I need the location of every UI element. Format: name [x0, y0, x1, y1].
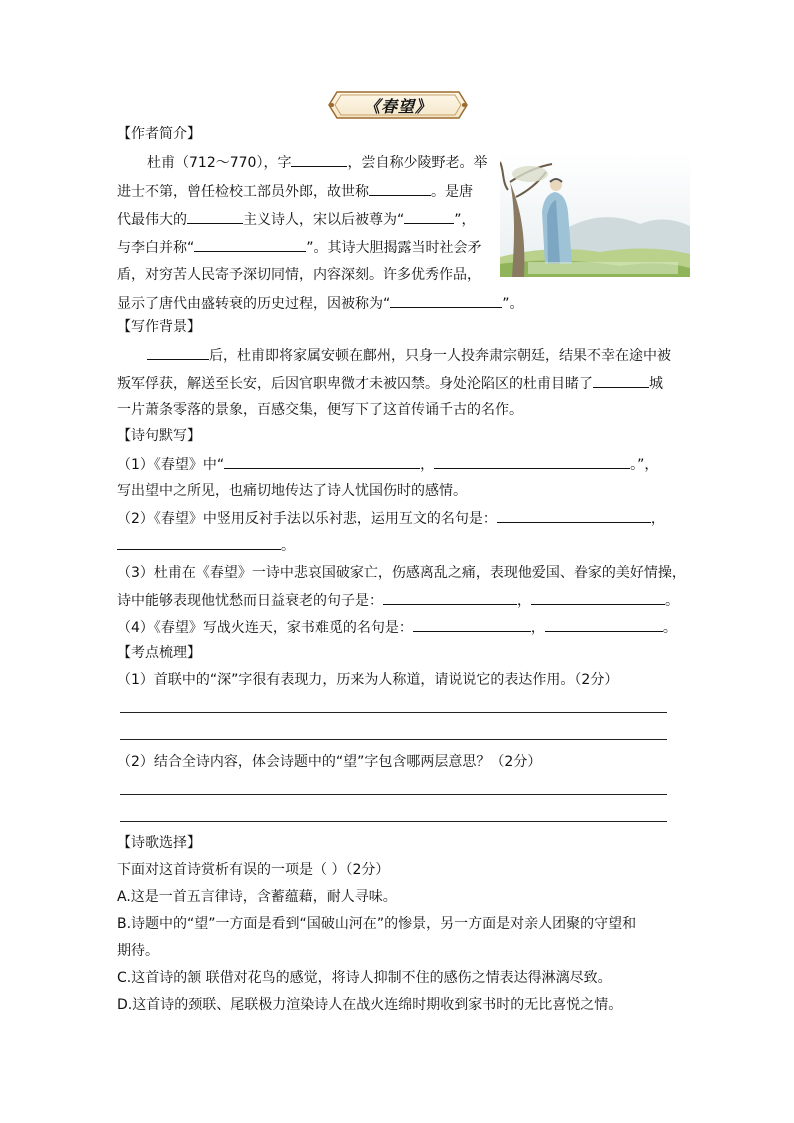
author-line-5: 盾，对穷苦人民寄予深切同情，内容深刻。许多优秀作品，: [117, 267, 481, 283]
blank-recite-q4-a[interactable]: [413, 617, 531, 632]
choice-option-b-line-2: 期待。: [117, 943, 159, 959]
choice-option-a: A.这是一首五言律诗，含蓄蕴藉，耐人寻味。: [117, 889, 397, 905]
recite-q1-line-1: （1）《春望》中“ ， 。”，: [117, 454, 658, 475]
blank-school[interactable]: [187, 209, 243, 224]
page-title: 《春望》: [363, 96, 432, 116]
blank-courtesy-name[interactable]: [291, 152, 347, 167]
exam-q2: （2）结合全诗内容，体会诗题中的“望”字包含哪两层意思？（2分）: [117, 754, 542, 770]
recite-q3-line-2: 诗中能够表现他忧愁而日益衰老的句子是： ， 。: [117, 590, 679, 611]
choice-stem: 下面对这首诗赏析有误的一项是（ ）（2分）: [117, 862, 390, 878]
background-line-2: 叛军俘获，解送至长安，后因官职卑微才未被囚禁。身处沦陷区的杜甫目睹了 城: [117, 373, 663, 394]
blank-poetry-history[interactable]: [390, 293, 502, 308]
author-line-6: 显示了唐代由盛转衰的历史过程，因被称为“ ”。: [117, 293, 524, 314]
recite-q3-line-1: （3）杜甫在《春望》一诗中悲哀国破家亡，伤感离乱之痛，表现他爱国、眷家的美好情操，: [117, 565, 686, 581]
author-line-4: 与李白并称“ ”。其诗大胆揭露当时社会矛: [117, 237, 482, 258]
title-banner: [327, 90, 469, 120]
blank-recite-q2-a[interactable]: [497, 508, 651, 523]
author-line-1: 杜甫（712～770），字 ，尝自称少陵野老。举: [147, 152, 487, 173]
author-line-3: 代最伟大的 主义诗人，宋以后被尊为“ ”，: [117, 209, 476, 230]
heading-choice: 【诗歌选择】: [117, 835, 201, 851]
blank-recite-q3-a[interactable]: [383, 590, 517, 605]
answer-line-q2-1[interactable]: [120, 794, 667, 795]
background-line-3: 一片萧条零落的景象，百感交集，便写下了这首传诵千古的名作。: [117, 402, 523, 418]
heading-author-intro: 【作者简介】: [117, 126, 201, 142]
blank-recite-q1-b[interactable]: [434, 454, 630, 469]
blank-recite-q1-a[interactable]: [224, 454, 420, 469]
blank-title[interactable]: [369, 181, 431, 196]
author-line-2: 进士不第，曾任检校工部员外郎，故世称 。是唐: [117, 181, 473, 202]
choice-option-c: C.这首诗的颔 联借对花鸟的感觉，将诗人抑制不住的感伤之情表达得淋漓尽致。: [117, 970, 612, 986]
background-line-1: 后，杜甫即将家属安顿在鄜州，只身一人投奔肃宗朝廷，结果不幸在途中被: [147, 345, 671, 366]
answer-line-q1-2[interactable]: [120, 739, 667, 740]
recite-q2-line-1: （2）《春望》中竖用反衬手法以乐衬悲，运用互文的名句是： ，: [117, 508, 665, 529]
blank-paired-name[interactable]: [194, 237, 306, 252]
recite-q2-line-2: 。: [117, 535, 295, 556]
choice-option-d: D.这首诗的颈联、尾联极力渲染诗人在战火连绵时期收到家书时的无比喜悦之情。: [117, 997, 623, 1013]
blank-recite-q3-b[interactable]: [531, 590, 665, 605]
recite-q1-line-2: 写出望中之所见，也痛切地传达了诗人忧国伤时的感情。: [117, 483, 467, 499]
heading-background: 【写作背景】: [117, 319, 201, 335]
blank-city[interactable]: [593, 373, 649, 388]
blank-recite-q2-b[interactable]: [117, 535, 281, 550]
answer-line-q1-1[interactable]: [120, 712, 667, 713]
poet-illustration: [500, 152, 690, 277]
answer-line-q2-2[interactable]: [120, 821, 667, 822]
blank-recite-q4-b[interactable]: [545, 617, 663, 632]
recite-q4-line: （4）《春望》写战火连天，家书难觅的名句是： ， 。: [117, 617, 677, 638]
heading-recite: 【诗句默写】: [117, 428, 201, 444]
choice-option-b-line-1: B.诗题中的“望”一方面是看到“国破山河在”的惨景，另一方面是对亲人团聚的守望和: [117, 916, 637, 932]
blank-event[interactable]: [147, 345, 209, 360]
exam-q1: （1）首联中的“深”字很有表现力，历来为人称道，请说说它的表达作用。（2分）: [117, 672, 619, 688]
blank-honor[interactable]: [404, 209, 454, 224]
heading-exam-points: 【考点梳理】: [117, 645, 201, 661]
